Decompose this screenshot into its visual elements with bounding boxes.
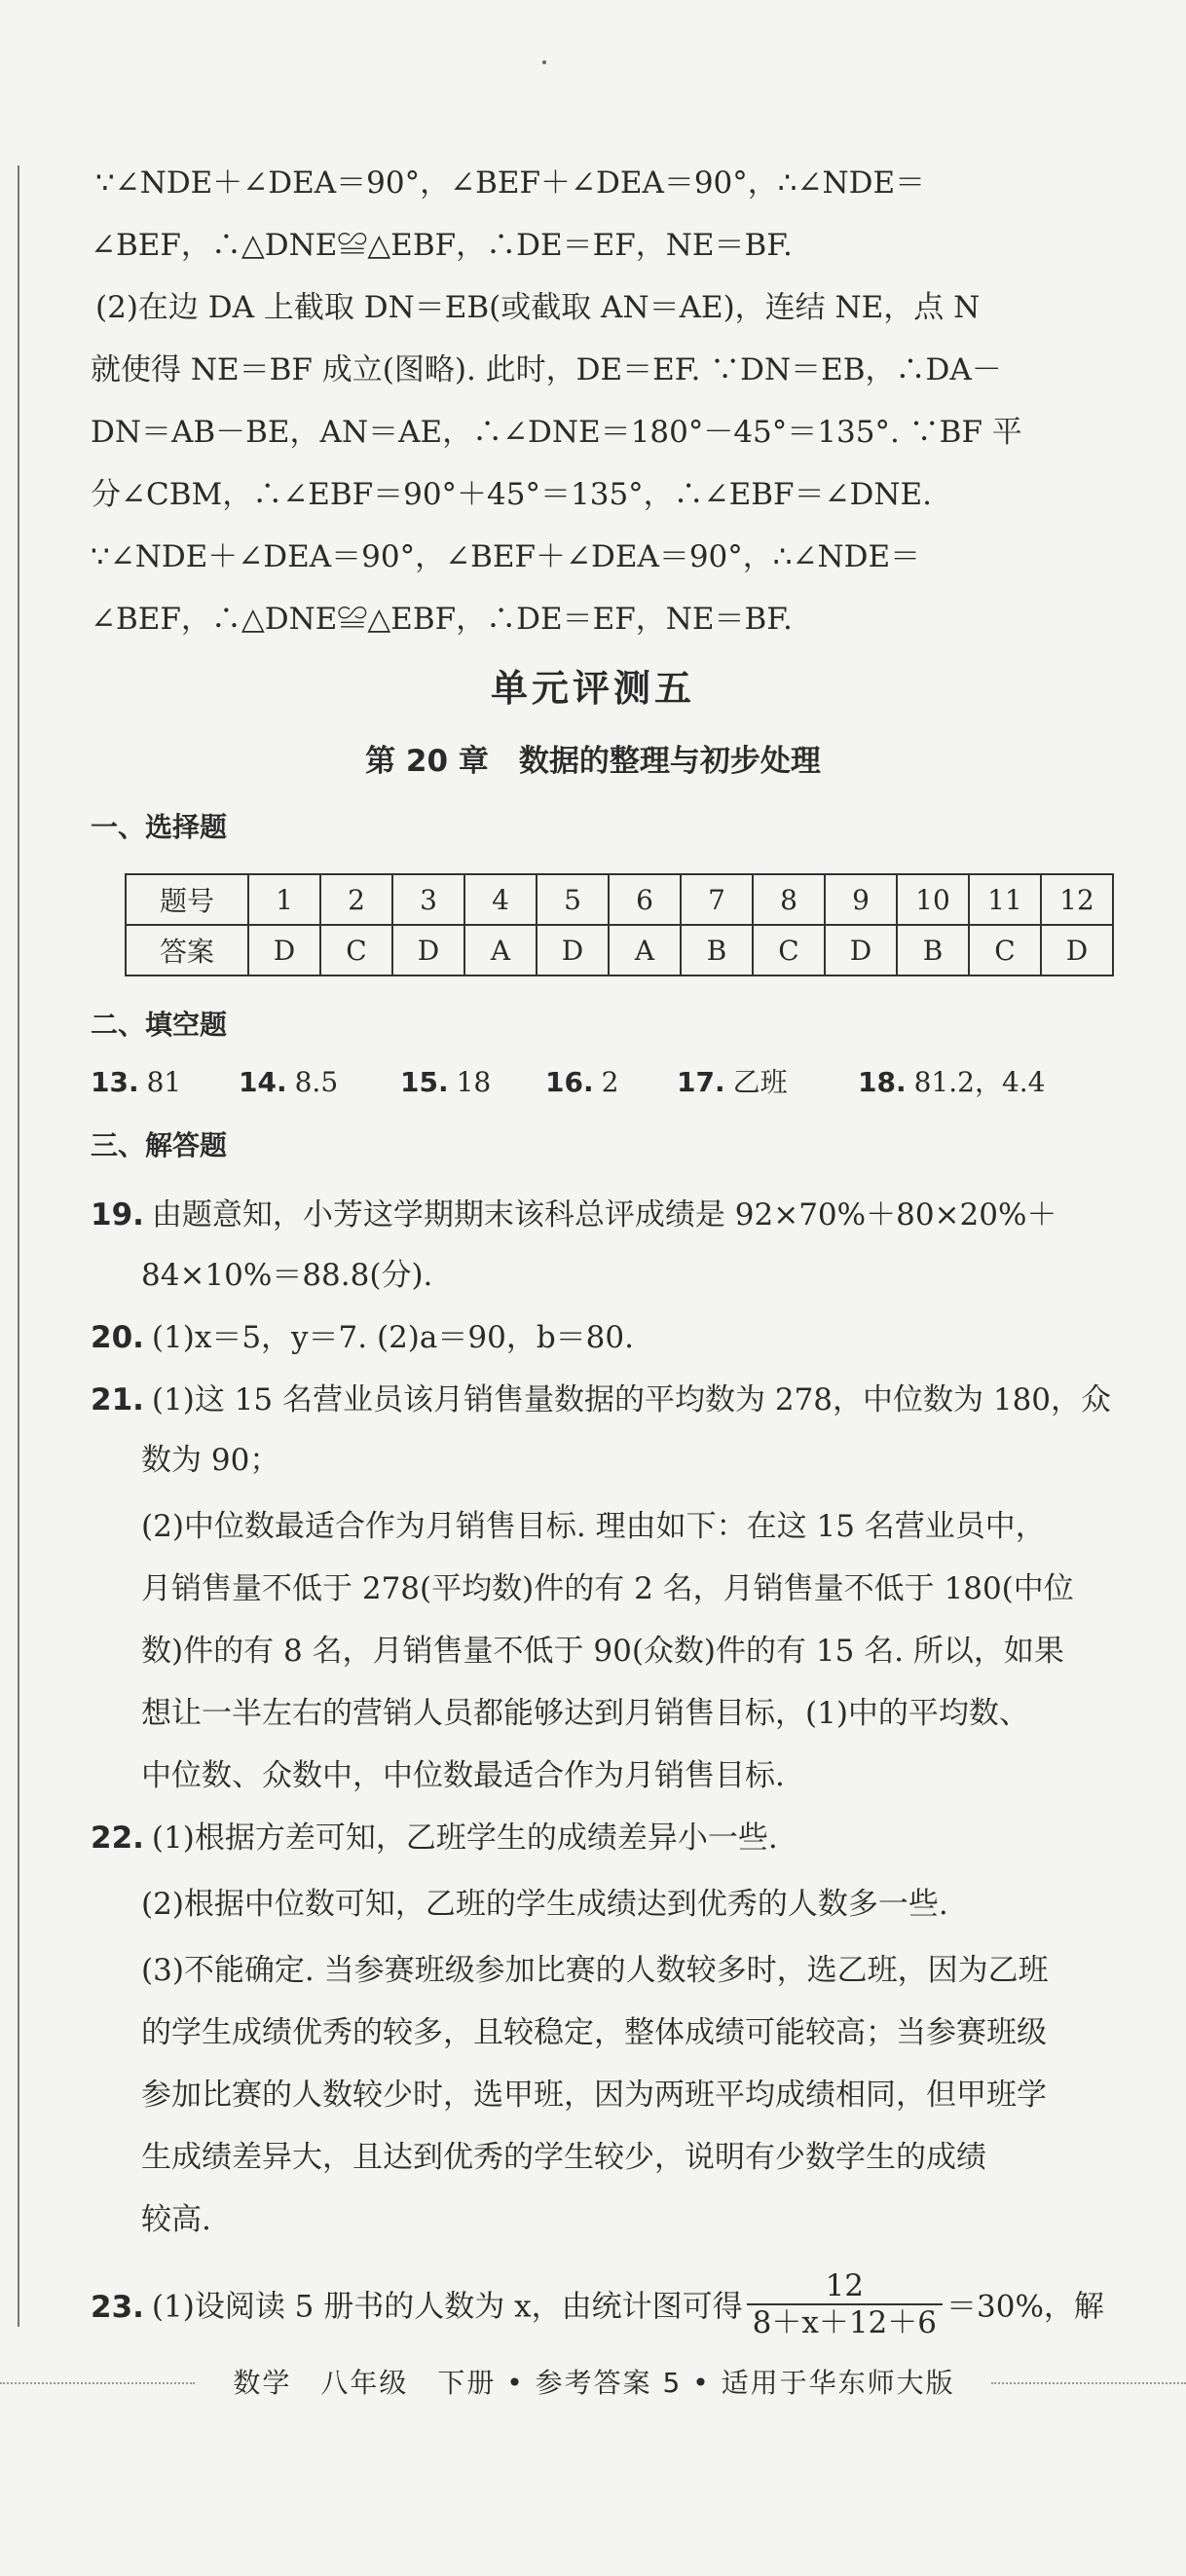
- text-line: 分∠CBM，∴∠EBF＝90°＋45°＝135°，∴∠EBF＝∠DNE.: [91, 477, 933, 512]
- fill-item: [858, 1061, 1045, 1104]
- page-footer: [0, 2362, 1186, 2405]
- question-number-cell: 9: [825, 874, 897, 925]
- answer-text: 数为 90；: [141, 1443, 280, 1478]
- answer-cell: D: [392, 925, 464, 975]
- question-20: [91, 1316, 1103, 1359]
- answer-cell: D: [537, 925, 609, 975]
- answer-cell: D: [248, 925, 320, 975]
- question-number: 23.: [91, 2289, 144, 2325]
- question-number-cell: 11: [969, 874, 1041, 925]
- answer-text: 想让一半左右的营销人员都能够达到月销售目标，(1)中的平均数、: [141, 1696, 1029, 1731]
- margin-line: [18, 166, 19, 2327]
- question-19: [91, 1194, 1103, 1236]
- answer-text: (2)根据中位数可知，乙班的学生成绩达到优秀的人数多一些.: [141, 1887, 948, 1922]
- answer-cell: C: [969, 925, 1041, 975]
- question-number-cell: 4: [464, 874, 537, 925]
- fraction-numerator: 12: [747, 2268, 943, 2305]
- question-number-cell: 7: [681, 874, 753, 925]
- question-number: 21.: [91, 1382, 144, 1417]
- section-heading-fill: 二、填空题: [91, 1009, 228, 1041]
- chapter-title: 第 20 章 数据的整理与初步处理: [365, 744, 821, 779]
- answer-text: 较高.: [141, 2202, 211, 2237]
- fill-number: 14.: [239, 1066, 287, 1098]
- fill-answer: 乙班: [732, 1066, 788, 1098]
- text-line: DN＝AB－BE，AN＝AE，∴∠DNE＝180°－45°＝135°. ∵BF 平: [91, 415, 1022, 450]
- question-number-cell: 2: [320, 874, 392, 925]
- answer-text: 生成绩差异大，且达到优秀的学生较少，说明有少数学生的成绩: [141, 2140, 986, 2175]
- table-header-cell: 答案: [126, 925, 248, 975]
- question-number-cell: 8: [753, 874, 825, 925]
- fill-number: 17.: [677, 1066, 725, 1098]
- unit-title: 单元评测五: [490, 667, 695, 710]
- answer-text: (1)这 15 名营业员该月销售量数据的平均数为 278，中位数为 180，众: [151, 1382, 1112, 1417]
- answer-cell: B: [681, 925, 753, 975]
- answer-text: 的学生成绩优秀的较多，且较稳定，整体成绩可能较高；当参赛班级: [141, 2015, 1047, 2050]
- table-header-cell: 题号: [126, 874, 248, 925]
- answer-cell: D: [825, 925, 897, 975]
- fraction: [747, 2268, 943, 2340]
- fill-item: [400, 1061, 491, 1104]
- answer-text: 数)件的有 8 名，月销售量不低于 90(众数)件的有 15 名. 所以，如果: [141, 1634, 1064, 1669]
- fraction-denominator: 8＋x＋12＋6: [752, 2305, 937, 2340]
- question-number: 22.: [91, 1821, 144, 1856]
- question-number-cell: 6: [609, 874, 681, 925]
- fill-answer: 18: [456, 1066, 492, 1098]
- question-22: [91, 1817, 1103, 1859]
- answer-cell: A: [609, 925, 681, 975]
- text-line: ∠BEF，∴△DNE≌△EBF，∴DE＝EF，NE＝BF.: [91, 228, 793, 263]
- answer-text: 参加比赛的人数较少时，选甲班，因为两班平均成绩相同，但甲班学: [141, 2078, 1047, 2113]
- fill-item: [91, 1061, 181, 1104]
- fill-number: 16.: [545, 1066, 594, 1098]
- footer-rule-right: [991, 2382, 1186, 2384]
- question-number-cell: 12: [1041, 874, 1113, 925]
- answer-cell: D: [1041, 925, 1113, 975]
- fill-answer: 81: [146, 1066, 182, 1098]
- question-23: [91, 2268, 1104, 2344]
- question-number: 20.: [91, 1320, 144, 1355]
- answer-text: 月销售量不低于 278(平均数)件的有 2 名，月销售量不低于 180(中位: [141, 1571, 1074, 1606]
- section-heading-choice: 一、选择题: [91, 811, 228, 843]
- table-row: [126, 874, 1113, 925]
- fill-answer: 81.2，4.4: [913, 1066, 1046, 1098]
- footer-rule-left: [0, 2382, 195, 2384]
- fill-answer: 8.5: [294, 1066, 339, 1098]
- question-21: [91, 1379, 1112, 1421]
- footer-text: 数学 八年级 下册 • 参考答案 5 • 适用于华东师大版: [233, 2367, 955, 2399]
- text-line: ∵∠NDE＋∠DEA＝90°，∠BEF＋∠DEA＝90°，∴∠NDE＝: [91, 539, 921, 574]
- answer-table: [125, 873, 1114, 976]
- answer-cell: B: [897, 925, 969, 975]
- answer-text: ＝30%，解: [946, 2289, 1104, 2325]
- fill-item: [545, 1061, 618, 1104]
- fill-item: [677, 1061, 788, 1104]
- scan-dot: [542, 60, 546, 64]
- question-number: 19.: [91, 1197, 144, 1233]
- question-number-cell: 3: [392, 874, 464, 925]
- question-number-cell: 1: [248, 874, 320, 925]
- answer-cell: C: [753, 925, 825, 975]
- answer-text: (3)不能确定. 当参赛班级参加比赛的人数较多时，选乙班，因为乙班: [141, 1953, 1049, 1988]
- text-line: ∠BEF，∴△DNE≌△EBF，∴DE＝EF，NE＝BF.: [91, 602, 793, 637]
- answer-text: 84×10%＝88.8(分).: [141, 1258, 433, 1293]
- answer-text: 由题意知，小芳这学期期末该科总评成绩是 92×70%＋80×20%＋: [151, 1197, 1057, 1233]
- answer-text: (2)中位数最适合作为月销售目标. 理由如下：在这 15 名营业员中，: [141, 1509, 1046, 1544]
- answer-cell: C: [320, 925, 392, 975]
- text-line: (2)在边 DA 上截取 DN＝EB(或截取 AN＝AE)，连结 NE，点 N: [95, 290, 981, 325]
- fill-item: [239, 1061, 338, 1104]
- answer-text: (1)设阅读 5 册书的人数为 x，由统计图可得: [151, 2289, 743, 2325]
- text-line: ∵∠NDE＋∠DEA＝90°，∠BEF＋∠DEA＝90°，∴∠NDE＝: [95, 166, 926, 201]
- section-heading-solve: 三、解答题: [91, 1129, 228, 1161]
- text-line: 就使得 NE＝BF 成立(图略). 此时，DE＝EF. ∵DN＝EB，∴DA－: [91, 352, 1002, 387]
- question-number-cell: 10: [897, 874, 969, 925]
- fill-number: 18.: [858, 1066, 907, 1098]
- answer-cell: A: [464, 925, 537, 975]
- answer-text: 中位数、众数中，中位数最适合作为月销售目标.: [141, 1758, 785, 1793]
- table-row: [126, 925, 1113, 975]
- answer-text: (1)x＝5，y＝7. (2)a＝90，b＝80.: [151, 1320, 634, 1355]
- answer-text: (1)根据方差可知，乙班学生的成绩差异小一些.: [151, 1821, 778, 1856]
- fill-number: 15.: [400, 1066, 449, 1098]
- fill-number: 13.: [91, 1066, 139, 1098]
- question-number-cell: 5: [537, 874, 609, 925]
- fill-answer: 2: [601, 1066, 619, 1098]
